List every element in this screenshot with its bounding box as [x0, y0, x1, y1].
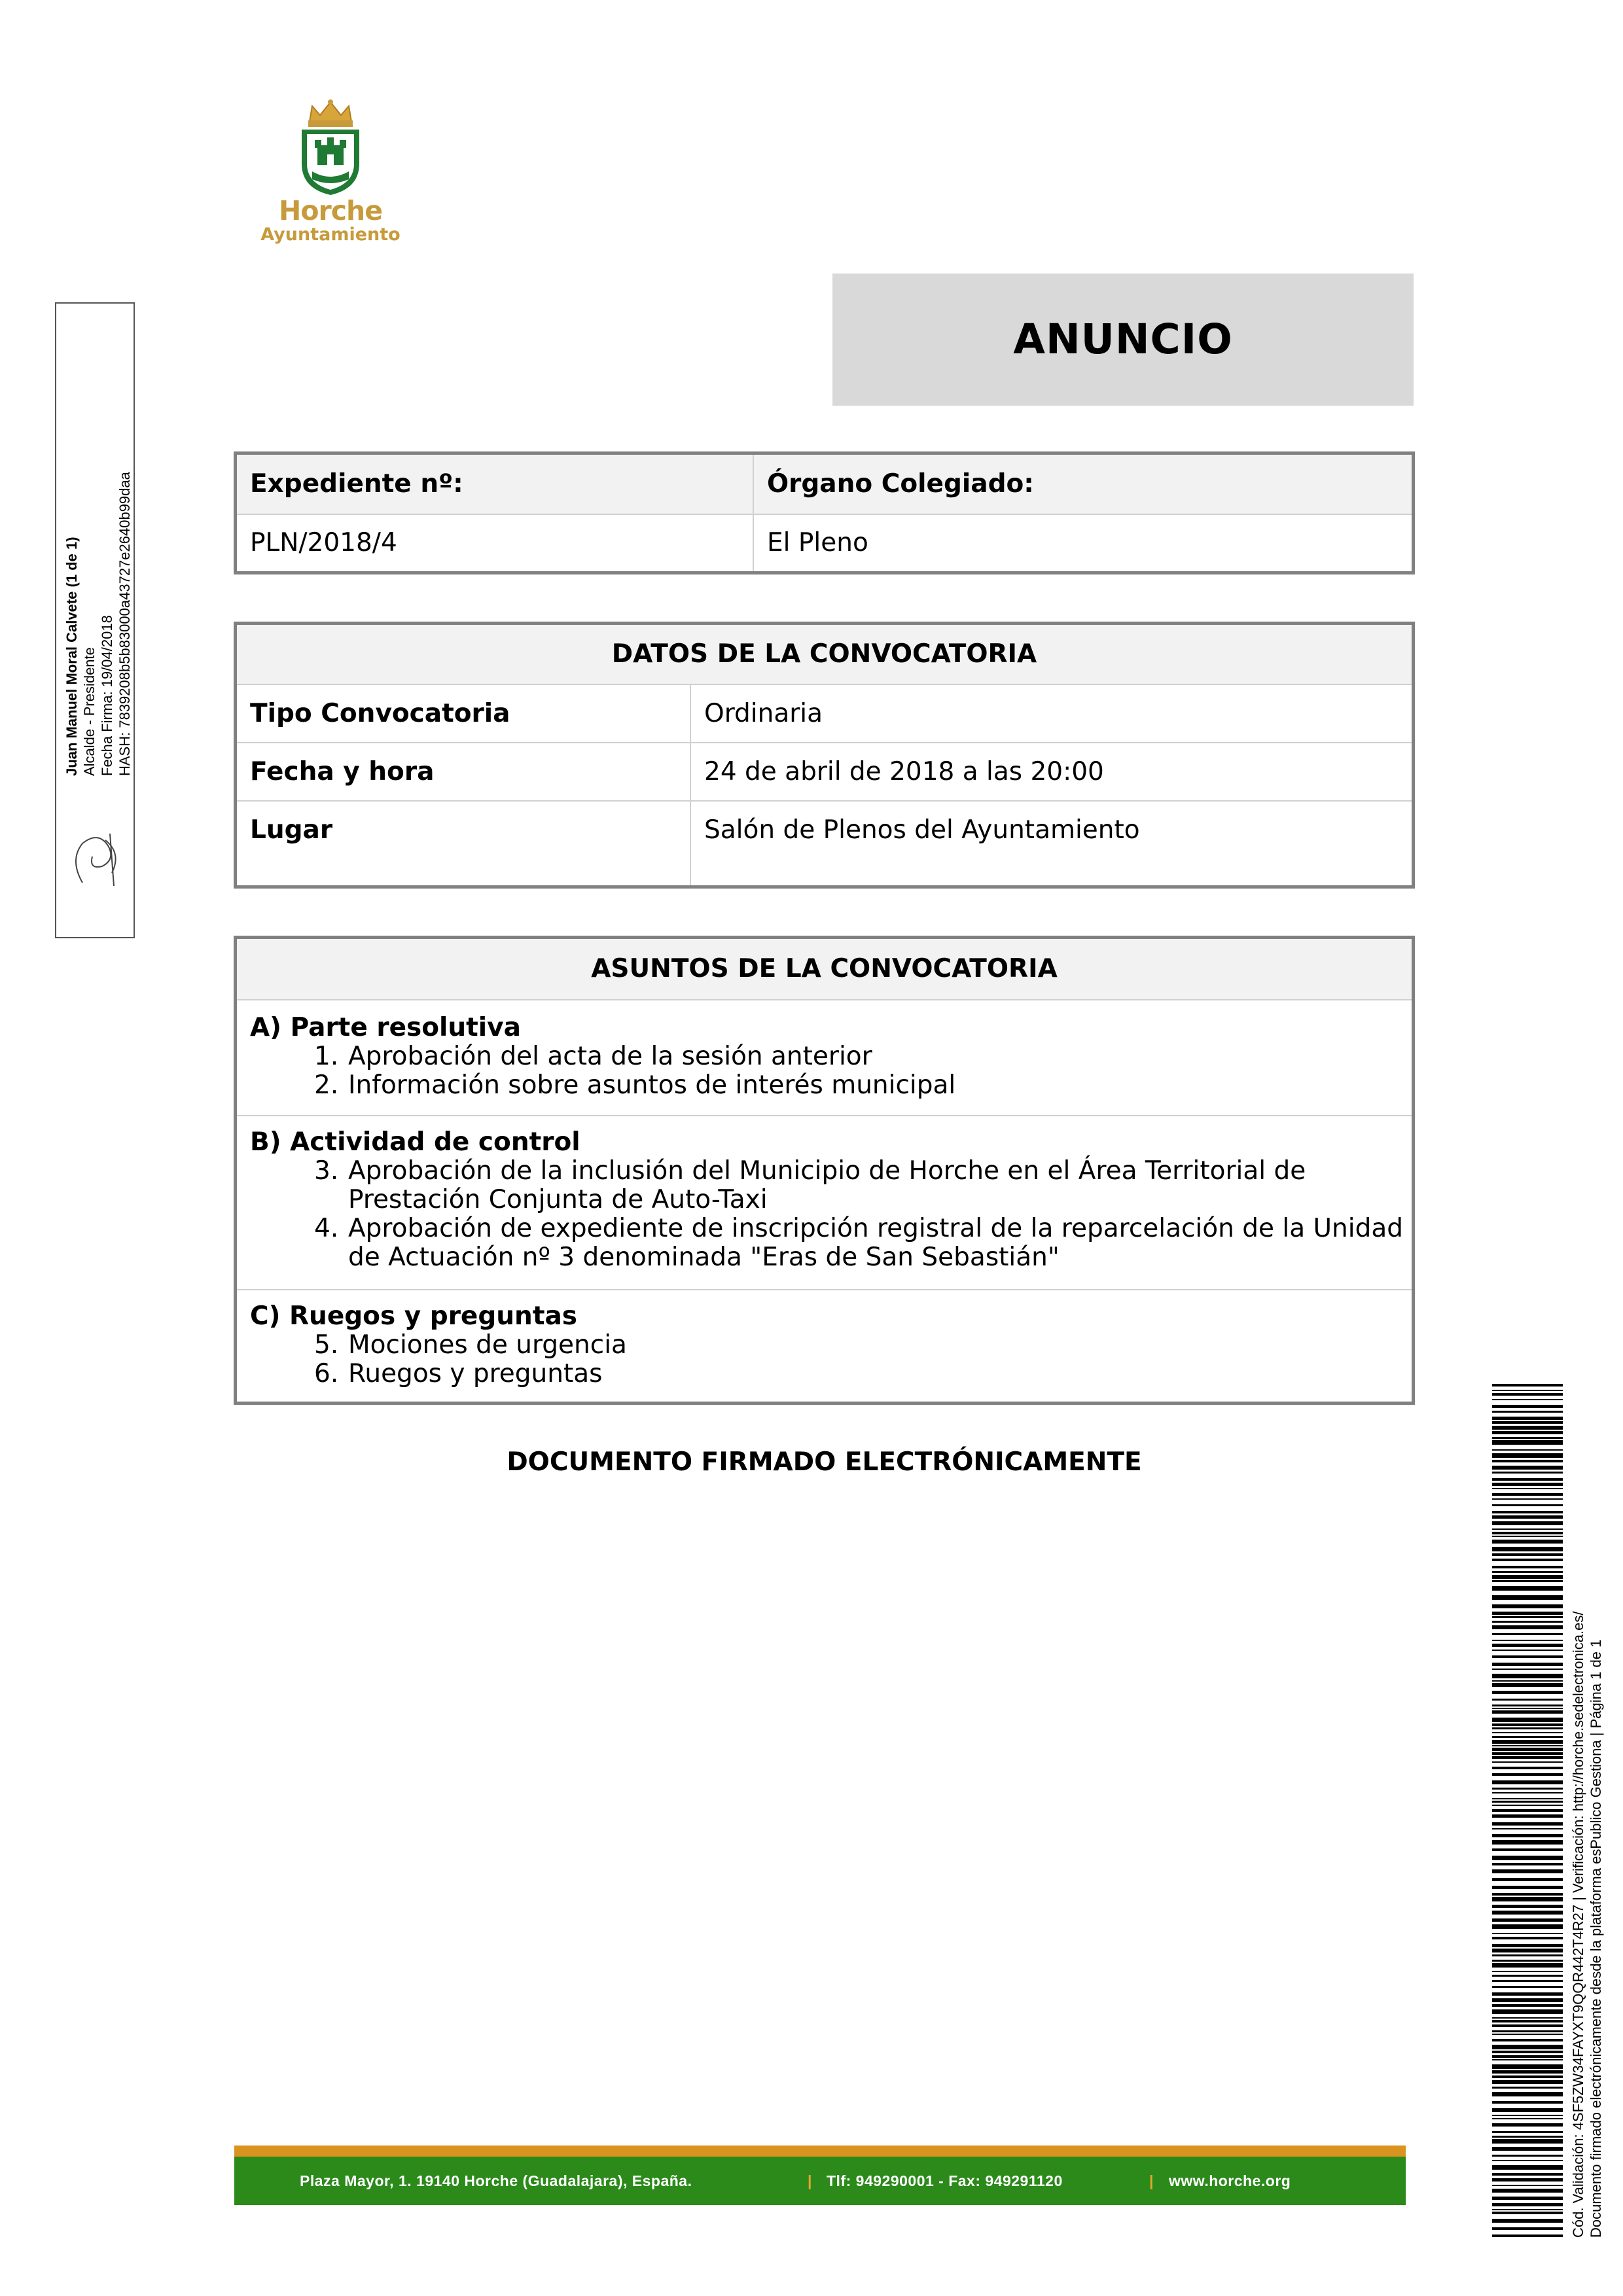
organo-label: Órgano Colegiado:: [753, 455, 1412, 514]
footer-separator: |: [1149, 2172, 1154, 2189]
footer-separator: |: [808, 2172, 812, 2189]
handwritten-signature-icon: [63, 821, 128, 892]
footer-gold-bar: [234, 2146, 1406, 2157]
datos-label: Tipo Convocatoria: [250, 699, 510, 728]
asuntos-section-c: [237, 1289, 1412, 1402]
section-title: A) Parte resolutiva: [250, 1013, 521, 1042]
datos-row: [237, 684, 1412, 742]
footer-bar: [234, 2157, 1406, 2205]
signature-hash: HASH: 7839208b5b83000a43727e2640b99daa: [116, 472, 133, 776]
barcode-icon: [1492, 1384, 1563, 2241]
item-text: Información sobre asuntos de interés municipal: [348, 1070, 956, 1100]
item-text: Ruegos y preguntas: [348, 1359, 603, 1388]
item-text: Prestación Conjunta de Auto-Taxi: [348, 1185, 768, 1214]
item-number: 4.: [314, 1214, 339, 1243]
expediente-value-row: [237, 514, 1412, 571]
signer-name: Juan Manuel Moral Calvete (1 de 1): [63, 537, 80, 776]
section-title: B) Actividad de control: [250, 1127, 580, 1157]
asuntos-table: [234, 936, 1415, 1405]
signature-strip: [55, 302, 135, 938]
footer-address: Plaza Mayor, 1. 19140 Horche (Guadalajara), España.: [300, 2172, 692, 2189]
asuntos-section-b: [237, 1115, 1412, 1289]
item-number: 5.: [314, 1330, 339, 1360]
datos-header-row: [237, 625, 1412, 684]
municipal-logo: [252, 98, 409, 249]
expediente-header-row: [237, 455, 1412, 514]
datos-value: Ordinaria: [690, 685, 1412, 742]
verification-line-1: Cód. Validación: 4SF5ZW34FAYXT9QQR442T4R27 | Verificación: http://horche.sedelectronica.es/: [1570, 1611, 1586, 2238]
coat-of-arms-icon: [252, 98, 409, 196]
list-item-continuation: [250, 1243, 1412, 1272]
item-text: Aprobación de la inclusión del Municipio de Horche en el Área Territorial de: [348, 1156, 1306, 1186]
organo-value: El Pleno: [753, 515, 1412, 571]
asuntos-header-row: [237, 939, 1412, 999]
signer-role: Alcalde - Presidente: [81, 647, 98, 776]
signature-date: Fecha Firma: 19/04/2018: [99, 615, 115, 776]
asuntos-section-a: [237, 999, 1412, 1115]
logo-word-ayuntamiento: Ayuntamiento: [260, 224, 401, 245]
item-number: 6.: [314, 1359, 339, 1388]
list-item: [250, 1157, 1412, 1186]
list-item-continuation: [250, 1186, 1412, 1214]
item-number: 1.: [314, 1042, 339, 1071]
item-text: Aprobación del acta de la sesión anterior: [348, 1042, 872, 1071]
datos-row: [237, 800, 1412, 885]
footer-web: www.horche.org: [1169, 2172, 1291, 2189]
datos-value: Salón de Plenos del Ayuntamiento: [690, 802, 1412, 885]
expediente-value: PLN/2018/4: [250, 528, 397, 557]
datos-value: 24 de abril de 2018 a las 20:00: [690, 743, 1412, 800]
expediente-label: Expediente nº:: [250, 469, 463, 499]
section-title: C) Ruegos y preguntas: [250, 1301, 577, 1331]
signed-notice: DOCUMENTO FIRMADO ELECTRÓNICAMENTE: [507, 1447, 1142, 1477]
list-item: [250, 1042, 1412, 1071]
datos-label: Lugar: [250, 815, 333, 845]
footer-phone: Tlf: 949290001 - Fax: 949291120: [827, 2172, 1063, 2189]
item-text: de Actuación nº 3 denominada "Eras de San Sebastián": [348, 1243, 1060, 1272]
verification-line-2: Documento firmado electrónicamente desde la plataforma esPublico Gestiona | Página 1 de 1: [1588, 1639, 1604, 2238]
datos-label: Fecha y hora: [250, 757, 435, 786]
logo-word-horche: Horche: [279, 195, 382, 226]
item-text: Aprobación de expediente de inscripción registral de la reparcelación de la Unidad: [348, 1214, 1404, 1243]
list-item: [250, 1360, 1412, 1388]
item-number: 3.: [314, 1156, 339, 1186]
list-item: [250, 1071, 1412, 1100]
datos-table: [234, 622, 1415, 889]
item-number: 2.: [314, 1070, 339, 1100]
list-item: [250, 1214, 1412, 1243]
page-title: ANUNCIO: [1013, 315, 1233, 363]
datos-row: [237, 742, 1412, 800]
list-item: [250, 1331, 1412, 1360]
expediente-table: [234, 451, 1415, 574]
asuntos-header: ASUNTOS DE LA CONVOCATORIA: [591, 954, 1058, 983]
datos-header: DATOS DE LA CONVOCATORIA: [611, 639, 1037, 669]
verification-text: [1569, 1612, 1605, 2238]
item-text: Mociones de urgencia: [348, 1330, 627, 1360]
title-box: [832, 274, 1414, 406]
